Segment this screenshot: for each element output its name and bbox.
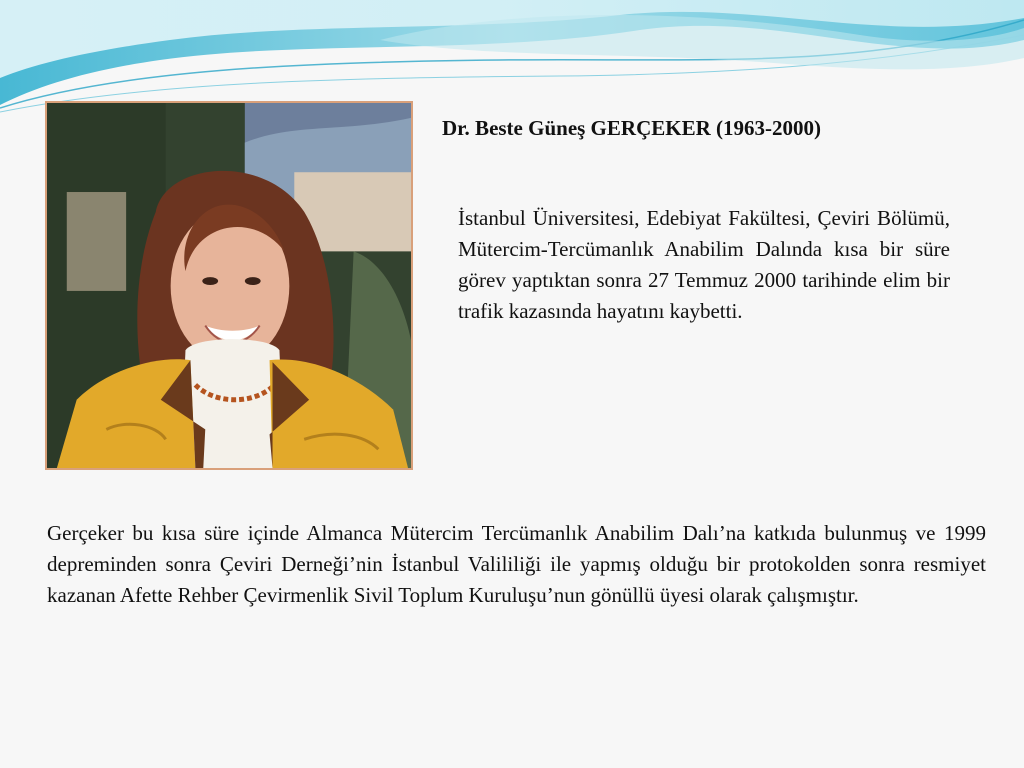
- portrait-photo: [45, 101, 413, 470]
- portrait-caption: Dr. Beste Güneş GERÇEKER (1963-2000): [442, 116, 821, 140]
- portrait-illustration: [47, 103, 411, 468]
- bio-paragraph: İstanbul Üniversitesi, Edebiyat Fakültesi, Çeviri Bölümü, Mütercim-Tercümanlık Anabilim Dalında kısa bir süre görev yaptıktan sonra 27 Temmuz 2000 tarihinde elim bir trafik kazasında hayatını kaybetti.: [458, 206, 950, 323]
- body-paragraph: Gerçeker bu kısa süre içinde Almanca Mütercim Tercümanlık Anabilim Dalı’na katkıda bulunmuş ve 1999 depreminden sonra Çeviri Derneği’nin İstanbul Valililiği ile yapmış olduğu bir protokolden sonra resmiyet kazanan Afette Rehber Çevirmenlik Sivil Toplum Kuruluşu’nun gönüllü üyesi olarak çalışmıştır.: [47, 521, 986, 607]
